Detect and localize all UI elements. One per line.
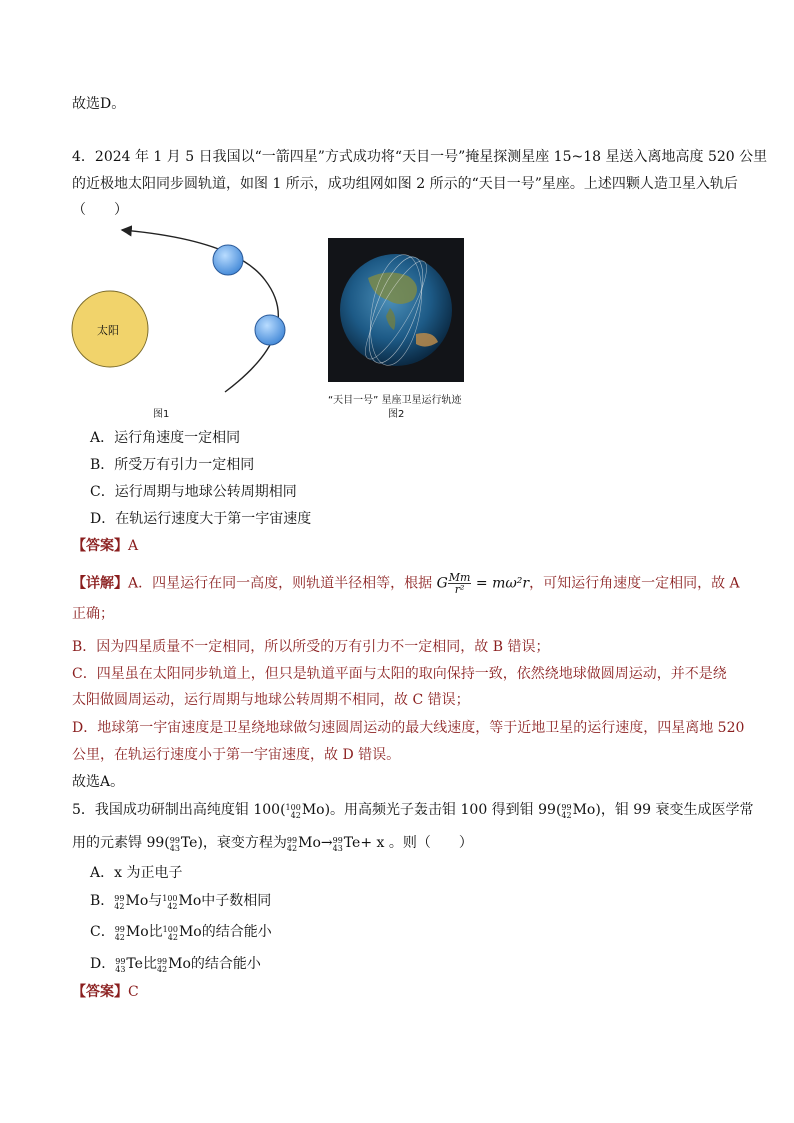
q5-text-a: 5．我国成功研制出高纯度钼 100( — [72, 802, 286, 818]
q4-option-d: D．在轨运行速度大于第一宇宙速度 — [90, 511, 312, 527]
q5-option-a: A．x 为正电子 — [90, 865, 183, 881]
detail-a-text: A．四星运行在同一高度，则轨道半径相等，根据 — [128, 575, 433, 592]
fig2-caption: 图2 — [388, 409, 405, 420]
q4-option-c: C．运行周期与地球公转周期相同 — [90, 484, 297, 500]
q4-detail-b: B．因为四星质量不一定相同，所以所受的万有引力不一定相同，故 B 错误； — [72, 639, 550, 655]
figure-1-orbit-diagram — [60, 222, 300, 402]
detail-a-post: ，可知运行角速度一定相同，故 A — [529, 575, 740, 592]
detail-label: 【详解】 — [72, 575, 128, 592]
arrow: → — [320, 835, 333, 851]
isotope-tc99: 99 43 — [169, 836, 180, 853]
q5-stem-line2: 用的元素锝 99( 99 43 Te)，衰变方程为 99 42 Mo→ 99 43 Te+ x 。则（ ） — [72, 835, 473, 853]
q4-detail-c1: C．四星虽在太阳同步轨道上，但只是轨道平面与太阳的取向保持一致，依然绕地球做圆周运动，并不是绕 — [72, 666, 727, 682]
q4-detail-d1: D．地球第一宇宙速度是卫星绕地球做匀速圆周运动的最大线速度，等于近地卫星的运行速度，四星离地 520 — [72, 720, 745, 736]
q5-option-d: D． 99 43 Te比 99 42 Mo的结合能小 — [90, 956, 261, 974]
satellite-earth-bottom — [255, 315, 285, 345]
q5-text-c: Mo)，钼 99 衰变生成医学常 — [572, 802, 754, 818]
satellite-earth-top — [213, 245, 243, 275]
q5-answer — [72, 982, 139, 1002]
figure-2-earth-photo — [328, 238, 464, 382]
q4-detail-a-line2: 正确； — [72, 606, 114, 622]
orbit-arc — [122, 230, 278, 392]
q4-detail-a — [72, 572, 740, 595]
q4-stem-line2: 的近极地太阳同步圆轨道，如图 1 所示，成功组网如图 2 所示的“天目一号”星座。上述四颗人造卫星入轨后 — [72, 176, 738, 192]
formula-rhs: = mω²r — [475, 575, 530, 592]
q5-option-c: C． 99 42 Mo比 100 42 Mo的结合能小 — [90, 924, 272, 942]
q4-option-b: B．所受万有引力一定相同 — [90, 457, 255, 473]
answer-label: 【答案】 — [72, 538, 128, 554]
q4-answer — [72, 536, 138, 556]
q4-stem-line3: （ ） — [72, 202, 128, 218]
answer-value: C — [128, 984, 139, 1000]
fig1-sun-label: 太阳 — [97, 324, 119, 337]
q4-option-a: A．运行角速度一定相同 — [90, 430, 241, 446]
isotope-mo100: 100 42 — [285, 803, 301, 820]
q4-stem-line1: 4．2024 年 1 月 5 日我国以“一箭四星”方式成功将“天目一号”掩星探测星座 15~18 星送入离地高度 520 公里 — [72, 149, 768, 165]
fig1-caption: 图1 — [153, 409, 170, 420]
fraction-numerator: Mm — [448, 571, 471, 584]
q4-detail-d2: 公里，在轨运行速度小于第一宇宙速度，故 D 错误。 — [72, 747, 401, 763]
isotope-mo99: 99 42 — [561, 803, 572, 820]
fraction-denominator: r² — [454, 583, 465, 596]
q5-text-b: Mo)。用高频光子轰击钼 100 得到钼 99( — [301, 802, 562, 818]
q5-text-e: Te)，衰变方程为 — [180, 835, 287, 851]
q5-option-b: B． 99 42 Mo与 100 42 Mo中子数相同 — [90, 893, 272, 911]
q5-stem-line1 — [72, 800, 754, 820]
answer-label: 【答案】 — [72, 984, 128, 1000]
q5-text-d: 用的元素锝 99( — [72, 835, 170, 851]
q5-text-f: + x 。则（ ） — [360, 835, 473, 851]
formula-g: G — [436, 575, 448, 592]
prev-conclusion: 故选D。 — [72, 96, 126, 112]
fig2-title: “天目一号” 星座卫星运行轨迹 — [328, 395, 462, 406]
formula-fraction — [448, 572, 472, 595]
answer-value: A — [128, 538, 139, 554]
q4-conclusion: 故选A。 — [72, 774, 125, 790]
q4-detail-c2: 太阳做圆周运动，运行周期与地球公转周期不相同，故 C 错误； — [72, 692, 470, 708]
